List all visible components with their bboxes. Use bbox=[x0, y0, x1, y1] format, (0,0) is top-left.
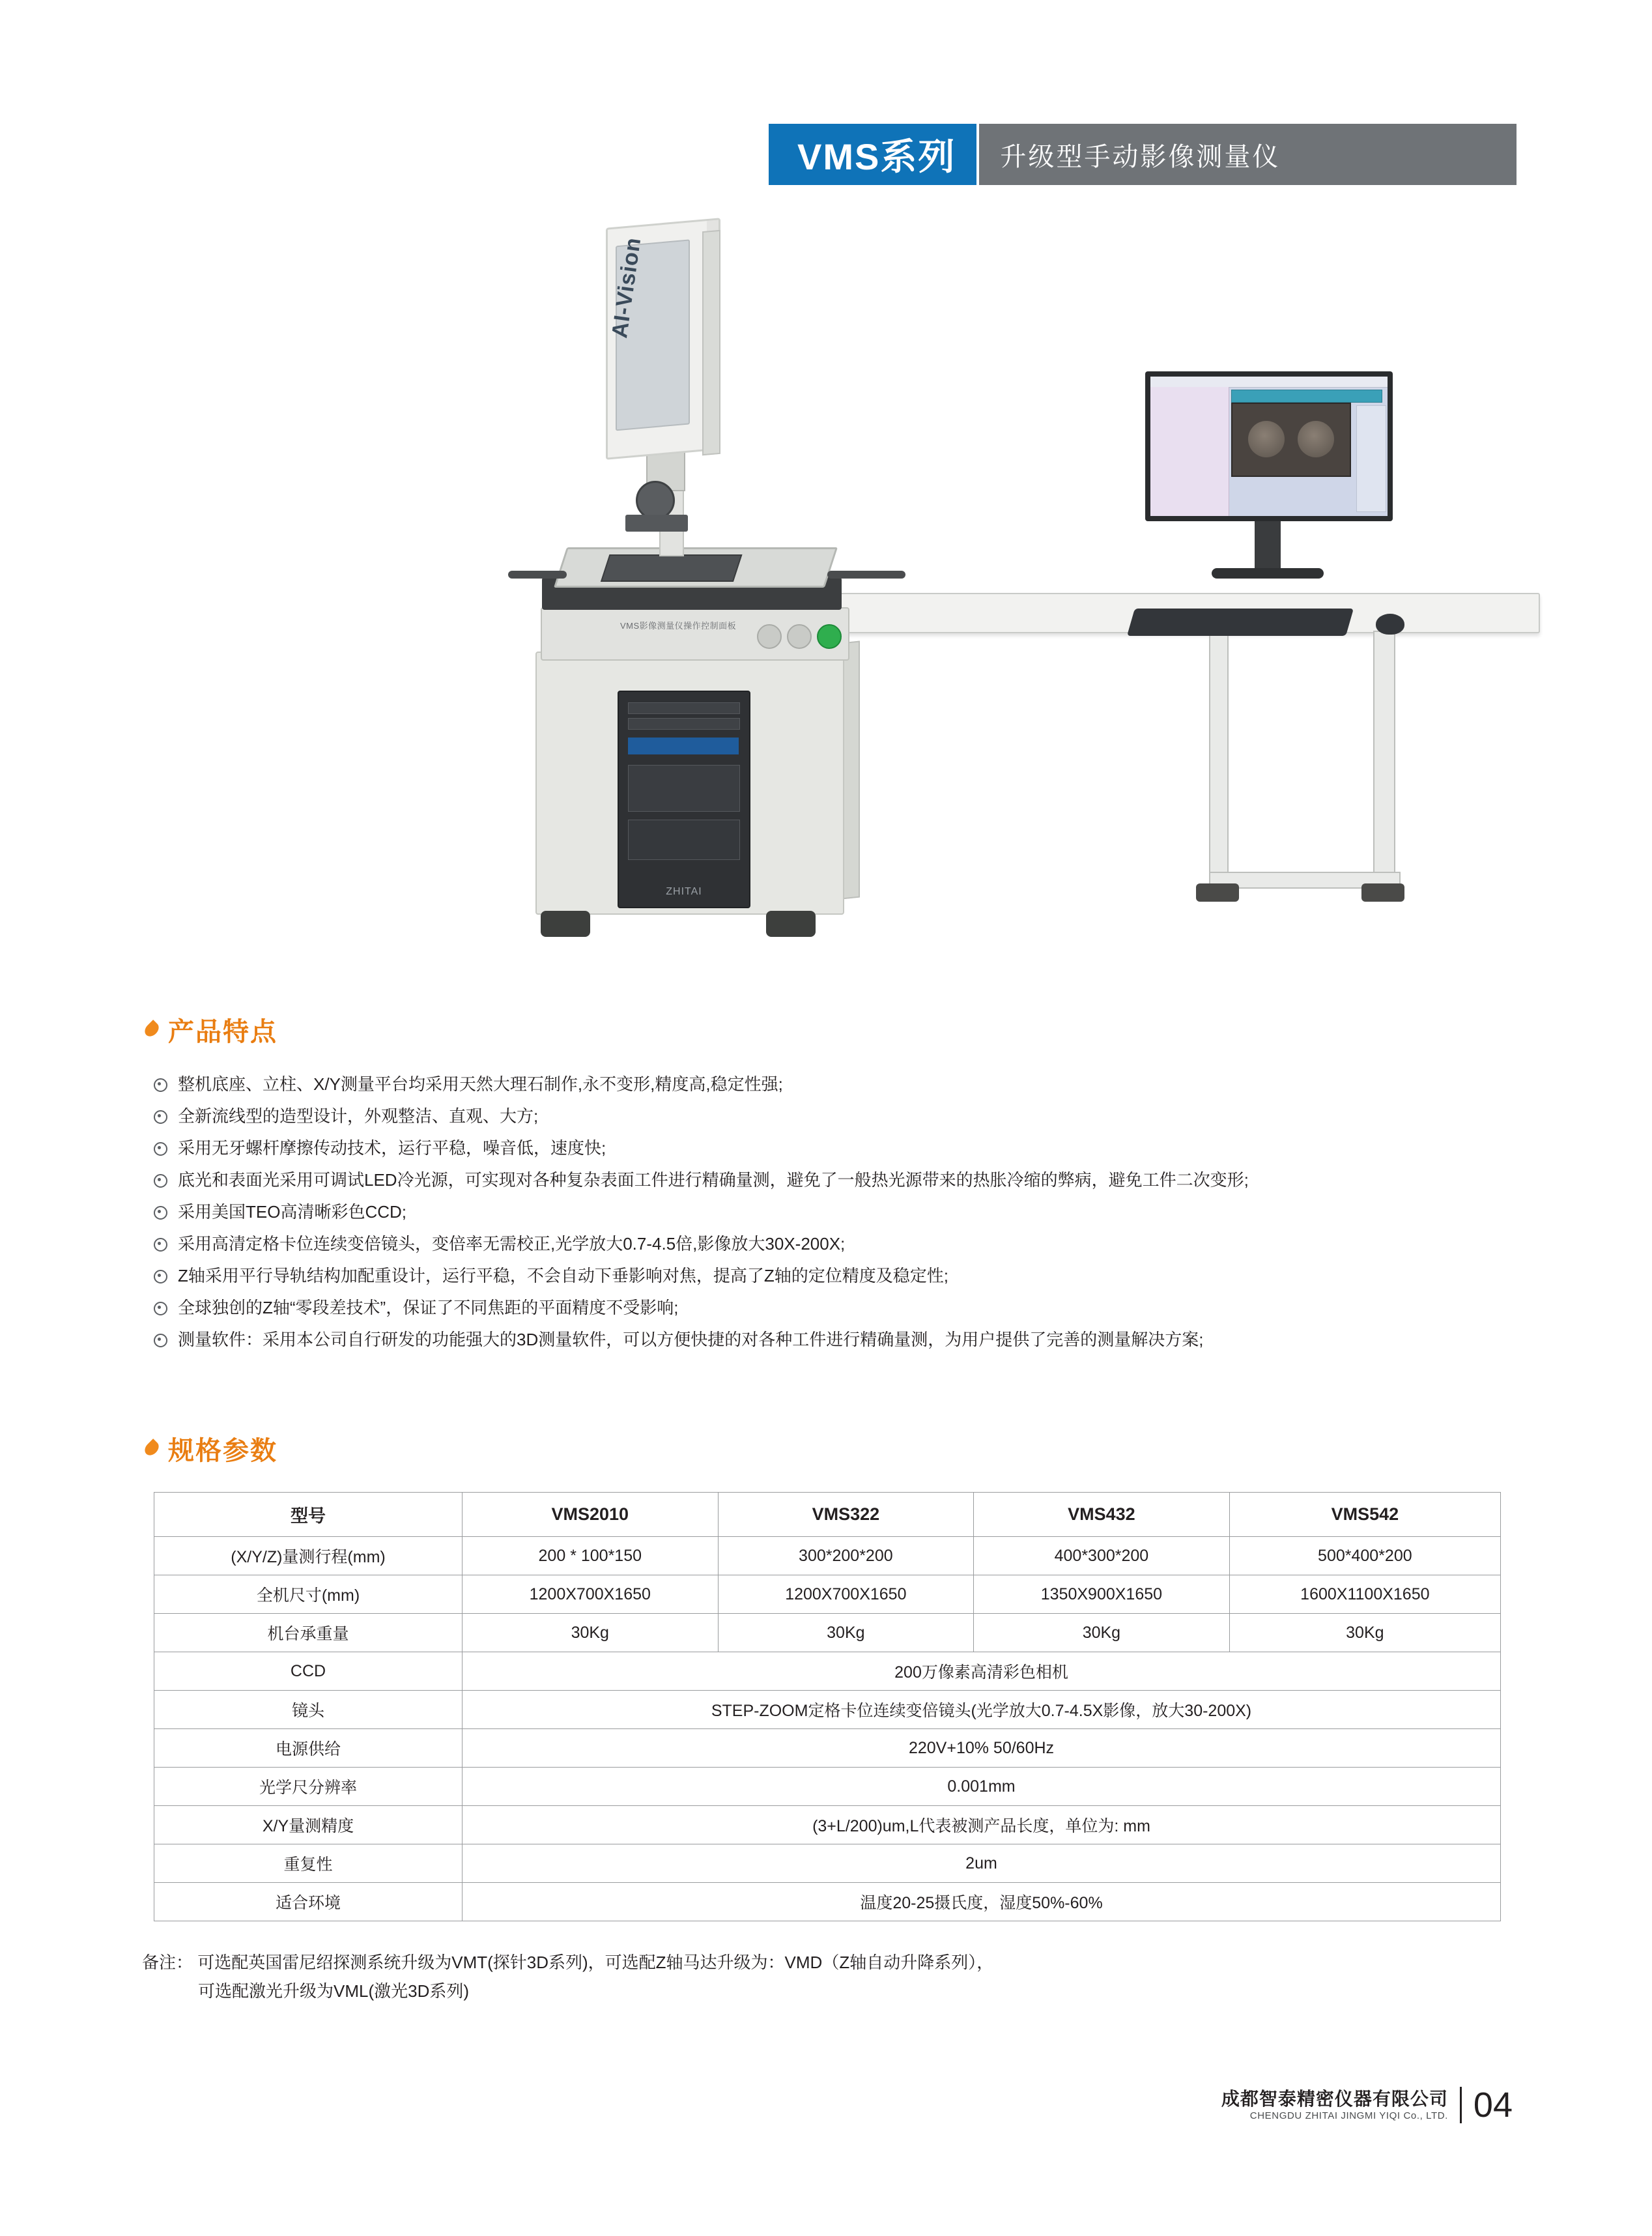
bullet-icon bbox=[154, 1238, 167, 1252]
row-label: CCD bbox=[154, 1652, 463, 1691]
machine-brand-label: AI-Vision bbox=[607, 235, 646, 340]
feature-text: 采用无牙螺杆摩擦传动技术，运行平稳，噪音低，速度快; bbox=[178, 1138, 606, 1158]
bullet-icon bbox=[154, 1206, 167, 1220]
feature-text: 采用高清定格卡位连续变倍镜头，变倍率无需校正,光学放大0.7-4.5倍,影像放大30X-200X; bbox=[178, 1234, 846, 1254]
cell-value: STEP-ZOOM定格卡位连续变倍镜头(光学放大0.7-4.5X影像，放大30-200X) bbox=[463, 1691, 1501, 1729]
feature-text: 底光和表面光采用可调试LED冷光源，可实现对各种复杂表面工件进行精确量测，避免了一般热光源带来的热胀冷缩的弊病，避免工件二次变形; bbox=[178, 1170, 1249, 1190]
lens-mount bbox=[625, 515, 688, 532]
cabinet-foot-right bbox=[766, 911, 816, 937]
pc-tower bbox=[618, 691, 750, 908]
feature-text: Z轴采用平行导轨结构加配重设计，运行平稳，不会自动下垂影响对焦，提高了Z轴的定位精度及稳定性; bbox=[178, 1266, 948, 1285]
specs-heading bbox=[145, 1430, 278, 1467]
feature-text: 整机底座、立柱、X/Y测量平台均采用天然大理石制作,永不变形,精度高,稳定性强; bbox=[178, 1074, 783, 1094]
footer-divider bbox=[1460, 2087, 1462, 2123]
desk-leg-right bbox=[1373, 631, 1395, 894]
control-knob-1 bbox=[757, 624, 782, 649]
cell-value: 200万像素高清彩色相机 bbox=[463, 1652, 1501, 1691]
footer-company bbox=[1221, 2087, 1448, 2123]
company-name-cn: 成都智泰精密仪器有限公司 bbox=[1221, 2089, 1448, 2110]
list-item bbox=[154, 1199, 1509, 1224]
software-side-panel bbox=[1150, 387, 1229, 516]
row-label: 全机尺寸(mm) bbox=[154, 1575, 463, 1614]
features-title: 产品特点 bbox=[168, 1018, 278, 1046]
table-header-row bbox=[154, 1493, 1501, 1537]
table-row bbox=[154, 1729, 1501, 1768]
software-image-view bbox=[1231, 403, 1351, 477]
software-toolbar bbox=[1150, 377, 1388, 388]
cell-value: 30Kg bbox=[463, 1614, 719, 1652]
row-label: 镜头 bbox=[154, 1691, 463, 1729]
measuring-stage bbox=[554, 547, 838, 588]
pc-front-panel-strip bbox=[628, 738, 739, 754]
software-measure-bar bbox=[1231, 390, 1382, 403]
cell-value: 2um bbox=[463, 1844, 1501, 1883]
stage-glass-window bbox=[601, 554, 743, 582]
bullet-icon bbox=[154, 1110, 167, 1124]
monitor bbox=[1145, 371, 1393, 521]
cell-value: 30Kg bbox=[718, 1614, 974, 1652]
camera-head-side bbox=[702, 230, 720, 455]
cell-value: 1200X700X1650 bbox=[463, 1575, 719, 1614]
row-label: 机台承重量 bbox=[154, 1614, 463, 1652]
specs-table bbox=[154, 1492, 1501, 1921]
monitor-screen bbox=[1150, 377, 1388, 516]
cell-value: (3+L/200)um,L代表被测产品长度，单位为: mm bbox=[463, 1806, 1501, 1844]
stage-handle-left bbox=[508, 571, 567, 579]
bullet-icon bbox=[154, 1142, 167, 1156]
monitor-neck bbox=[1255, 521, 1281, 569]
pc-drive-bay-1 bbox=[628, 702, 740, 714]
series-title: VMS系列 bbox=[769, 124, 978, 185]
control-panel-base bbox=[541, 607, 849, 661]
cell-value: 300*200*200 bbox=[718, 1537, 974, 1575]
company-name-en: CHENGDU ZHITAI JINGMI YIQI Co., LTD. bbox=[1249, 2110, 1448, 2122]
table-row bbox=[154, 1844, 1501, 1883]
cabinet-foot-left bbox=[541, 911, 590, 937]
row-label: 电源供给 bbox=[154, 1729, 463, 1768]
column-header: VMS322 bbox=[718, 1493, 974, 1537]
software-tool-column bbox=[1356, 405, 1386, 512]
table-row bbox=[154, 1614, 1501, 1652]
monitor-stand bbox=[1212, 568, 1324, 579]
cell-value: 1200X700X1650 bbox=[718, 1575, 974, 1614]
desk-leg-left bbox=[1209, 631, 1229, 874]
bullet-icon bbox=[154, 1334, 167, 1347]
list-item bbox=[154, 1136, 1509, 1160]
features-heading bbox=[145, 1011, 278, 1048]
bullet-icon bbox=[154, 1302, 167, 1315]
page-number: 04 bbox=[1473, 2086, 1513, 2125]
feature-text: 全球独创的Z轴“零段差技术”，保证了不同焦距的平面精度不受影响; bbox=[178, 1298, 679, 1317]
pc-front-grill bbox=[628, 765, 740, 812]
pc-lower-grill bbox=[628, 820, 740, 860]
header-subtitle: 升级型手动影像测量仪 bbox=[978, 124, 1517, 185]
cell-value: 400*300*200 bbox=[974, 1537, 1230, 1575]
flame-icon bbox=[145, 1439, 159, 1459]
flame-icon bbox=[145, 1020, 159, 1040]
cell-value: 220V+10% 50/60Hz bbox=[463, 1729, 1501, 1768]
control-panel-label: VMS影像测量仪操作控制面板 bbox=[620, 621, 737, 631]
stage-handle-right bbox=[827, 571, 905, 579]
feature-text: 采用美国TEO高清晰彩色CCD; bbox=[178, 1202, 407, 1222]
desk-foot-right bbox=[1361, 883, 1404, 902]
list-item bbox=[154, 1327, 1509, 1352]
note-line-2: 可选配激光升级为VML(激光3D系列) bbox=[198, 1981, 470, 2001]
specs-note bbox=[142, 1948, 993, 2005]
cell-value: 200 * 100*150 bbox=[463, 1537, 719, 1575]
note-line-1: 备注： 可选配英国雷尼绍探测系统升级为VMT(探针3D系列)，可选配Z轴马达升级为：VMD（Z轴自动升降系列）， bbox=[142, 1953, 994, 1972]
column-header: 型号 bbox=[154, 1493, 463, 1537]
list-item bbox=[154, 1231, 1509, 1256]
bullet-icon bbox=[154, 1270, 167, 1283]
table-row bbox=[154, 1691, 1501, 1729]
row-label: X/Y量测精度 bbox=[154, 1806, 463, 1844]
table-row bbox=[154, 1652, 1501, 1691]
cell-value: 30Kg bbox=[1229, 1614, 1500, 1652]
column-header: VMS542 bbox=[1229, 1493, 1500, 1537]
list-item bbox=[154, 1168, 1509, 1192]
desk-foot-left bbox=[1196, 883, 1239, 902]
keyboard bbox=[1127, 609, 1354, 636]
list-item bbox=[154, 1295, 1509, 1320]
list-item bbox=[154, 1104, 1509, 1128]
cell-value: 0.001mm bbox=[463, 1768, 1501, 1806]
column-header: VMS432 bbox=[974, 1493, 1230, 1537]
list-item bbox=[154, 1263, 1509, 1288]
table-row bbox=[154, 1537, 1501, 1575]
bullet-icon bbox=[154, 1174, 167, 1188]
cell-value: 1350X900X1650 bbox=[974, 1575, 1230, 1614]
bullet-icon bbox=[154, 1078, 167, 1092]
row-label: (X/Y/Z)量测行程(mm) bbox=[154, 1537, 463, 1575]
table-row bbox=[154, 1806, 1501, 1844]
cell-value: 1600X1100X1650 bbox=[1229, 1575, 1500, 1614]
row-label: 重复性 bbox=[154, 1844, 463, 1883]
table-row bbox=[154, 1575, 1501, 1614]
cell-value: 500*400*200 bbox=[1229, 1537, 1500, 1575]
row-label: 适合环境 bbox=[154, 1883, 463, 1921]
specs-table-wrapper bbox=[154, 1492, 1501, 1921]
cell-value: 30Kg bbox=[974, 1614, 1230, 1652]
mouse bbox=[1376, 614, 1404, 635]
header-banner bbox=[769, 124, 1517, 185]
feature-text: 全新流线型的造型设计，外观整洁、直观、大方; bbox=[178, 1106, 539, 1126]
pc-drive-bay-2 bbox=[628, 718, 740, 730]
cell-value: 温度20-25摄氏度，湿度50%-60% bbox=[463, 1883, 1501, 1921]
focus-knob bbox=[636, 481, 675, 520]
power-button bbox=[817, 624, 842, 649]
footer bbox=[1221, 2085, 1513, 2125]
control-knob-2 bbox=[787, 624, 812, 649]
table-row bbox=[154, 1768, 1501, 1806]
list-item bbox=[154, 1072, 1509, 1096]
features-list bbox=[154, 1072, 1509, 1359]
table-row bbox=[154, 1883, 1501, 1921]
row-label: 光学尺分辨率 bbox=[154, 1768, 463, 1806]
column-header: VMS2010 bbox=[463, 1493, 719, 1537]
feature-text: 测量软件：采用本公司自行研发的功能强大的3D测量软件，可以方便快捷的对各种工件进行精确量测，为用户提供了完善的测量解决方案; bbox=[178, 1330, 1204, 1349]
specs-title: 规格参数 bbox=[168, 1437, 278, 1465]
product-photo bbox=[345, 208, 1335, 977]
pc-brand-label: ZHITAI bbox=[666, 886, 702, 897]
